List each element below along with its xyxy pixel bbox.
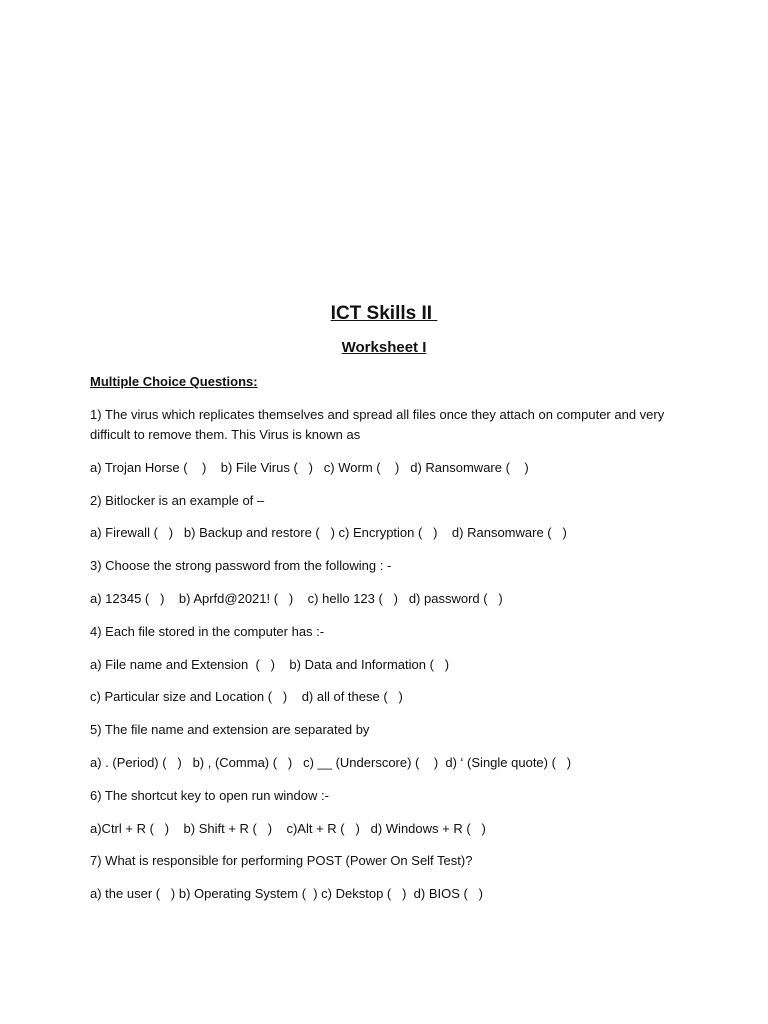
document-title: ICT Skills II	[330, 303, 438, 324]
question-2: 2) Bitlocker is an example of –	[90, 493, 265, 508]
question-4: 4) Each file stored in the computer has :-	[90, 624, 325, 639]
question-3: 3) Choose the strong password from the following : -	[90, 558, 392, 573]
question-1: 1) The virus which replicates themselves and spread all files once they attach on computer and very difficult to remove them. This Virus is known as	[90, 407, 668, 442]
question-3-options: a) 12345 ( ) b) Aprfd@2021! ( ) c) hello 123 ( ) d) password ( )	[90, 591, 503, 606]
question-6: 6) The shortcut key to open run window :-	[90, 788, 329, 803]
document-subtitle: Worksheet I	[341, 339, 427, 356]
section-heading: Multiple Choice Questions:	[90, 374, 258, 389]
question-5-options: a) . (Period) ( ) b) , (Comma) ( ) c) __ (Underscore) ( ) d) ‘ (Single quote) ( )	[90, 755, 572, 770]
question-2-options: a) Firewall ( ) b) Backup and restore ( ) c) Encryption ( ) d) Ransomware ( )	[90, 525, 567, 540]
question-1-options: a) Trojan Horse ( ) b) File Virus ( ) c) Worm ( ) d) Ransomware ( )	[90, 460, 529, 475]
question-7: 7) What is responsible for performing POST (Power On Self Test)?	[90, 853, 473, 868]
question-7-options: a) the user ( ) b) Operating System ( ) c) Dekstop ( ) d) BIOS ( )	[90, 886, 483, 901]
question-6-options: a)Ctrl + R ( ) b) Shift + R ( ) c)Alt + R ( ) d) Windows + R ( )	[90, 821, 486, 836]
question-4-options-a: a) File name and Extension ( ) b) Data and Information ( )	[90, 657, 450, 672]
question-5: 5) The file name and extension are separated by	[90, 722, 370, 737]
question-4-options-b: c) Particular size and Location ( ) d) all of these ( )	[90, 689, 403, 704]
